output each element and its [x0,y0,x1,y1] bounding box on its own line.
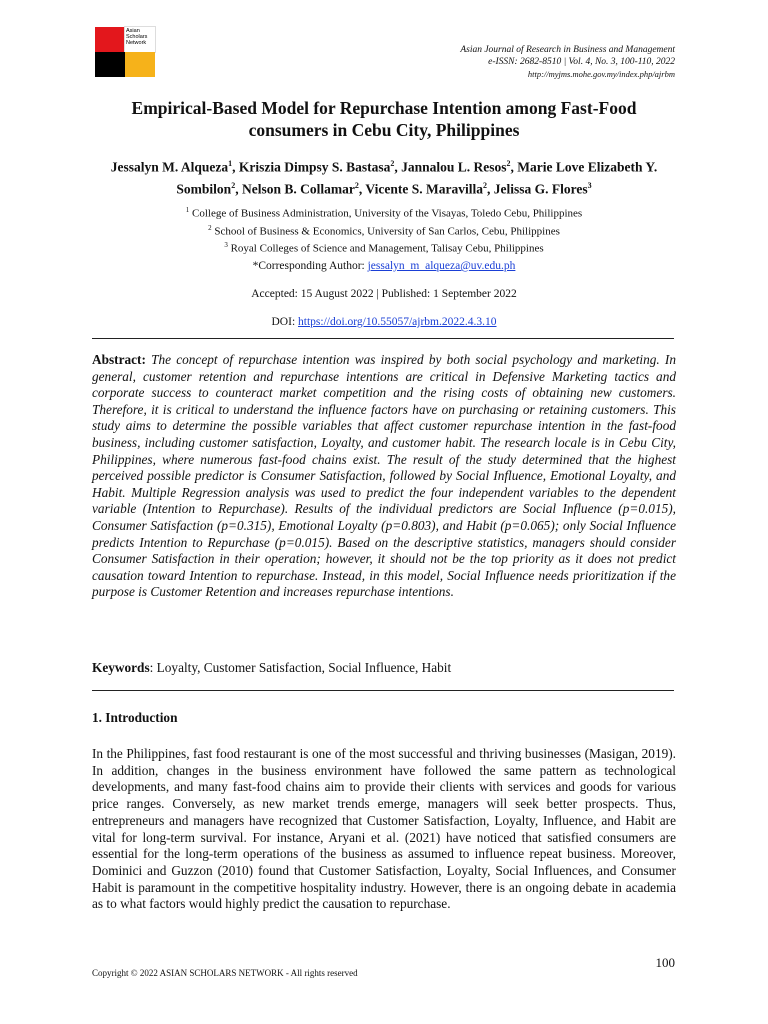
abstract-text: The concept of repurchase intention was inspired by both social psychology and marketing. In general, customer retention and repurchase intentions are critical in Defensive Marketing tactics and corporate success to counteract market competition and the rising costs of obtaining new customers. Therefore, it is critical to understand the influence factors have on purchasing or retaining customers. This study aims to determine the possible variables that affect customer repurchase intention in the fast-food business, including customer satisfaction, Loyalty, and customer habit. The research locale is in Cebu City, Philippines, where numerous fast-food chains exist. The result of the study determined that the highest perceived possible predictor is Consumer Satisfaction, followed by Social Influence, Emotional Loyalty, and Habit. Multiple Regression analysis was used to predict the four independent variables to the dependent variable (Intention to Repurchase). Results of the individual predictors are Social Influence (p=0.015), Consumer Satisfaction (p=0.315), Emotional Loyalty (p=0.803), and Habit (p=0.065); only Social Influence predicts Intention to Repurchase (p=0.015). Based on the descriptive statistics, managers should consider Consumer Satisfaction in their operation; however, it should not be the top priority as it does not predict causation toward Intention to repurchase. Instead, in this model, Social Influence needs prioritization if the purpose is Customer Retention and increases repurchase intentions. [92,352,676,600]
logo-red-square [95,27,125,52]
keywords-label: Keywords [92,660,150,675]
corresponding-email-link[interactable]: jessalyn_m_alqueza@uv.edu.ph [367,260,516,272]
doi-line [92,316,676,328]
logo-black-square [95,52,125,77]
author-list: Jessalyn M. Alqueza$^1$, Kriszia Dimpsy S. Bastasa$^2$, Jannalou L. Resos$^2$, Marie Love Elizabeth Y. Sombilon$^2$, Nelson B. Collamar$^2$, Vicente S. Maravilla$^2$, Jelissa G. Flores$^3$ [110,159,658,196]
author-name: Jelissa G. Flores [493,181,588,196]
author-affiliation-marker: 2 [231,180,236,190]
author-affiliation-marker: 2 [482,180,487,190]
keywords [92,660,676,676]
author-name: Kriszia Dimpsy S. Bastasa [238,159,391,175]
author-name: Vicente S. Maravilla [365,181,483,196]
author-affiliation-marker: 2 [354,180,359,190]
abstract [92,352,676,601]
author-affiliation-marker: 3 [587,180,592,190]
journal-name: Asian Journal of Research in Business and Management [460,45,675,55]
divider-bottom [92,690,674,691]
author-name: Jessalyn M. Alqueza [110,159,229,175]
corresponding-author [92,260,676,272]
author-name: Marie Love Elizabeth Y. Sombilon [176,159,658,196]
affiliation-item [92,238,676,256]
publisher-logo [95,27,155,77]
affiliation-item [92,221,676,239]
affiliation-marker: 3 [224,241,228,250]
keywords-text: : Loyalty, Customer Satisfaction, Social Influence, Habit [149,660,452,675]
affiliation-text: Royal Colleges of Science and Management, Talisay Cebu, Philippines [227,242,544,255]
author-affiliation-marker: 2 [506,159,511,168]
divider-top [92,338,674,339]
section-heading-introduction: 1. Introduction [92,710,178,725]
affiliation-text: College of Business Administration, University of the Visayas, Toledo Cebu, Philippines [189,207,583,220]
affiliation-marker: 2 [208,223,212,232]
page-number: 100 [655,955,675,970]
affiliation-marker: 1 [185,206,190,214]
corresponding-label: *Corresponding Author: [252,260,368,272]
publication-dates: Accepted: 15 August 2022 | Published: 1 September 2022 [251,288,517,300]
author-name: Jannalou L. Resos [401,159,507,175]
paper-title: Empirical-Based Model for Repurchase Intention among Fast-Food consumers in Cebu City, Philippines [131,98,637,140]
doi-link[interactable]: https://doi.org/10.55057/ajrbm.2022.4.3.10 [298,316,497,328]
author-name: Nelson B. Collamar [241,181,355,196]
logo-text: Asian Scholars Network [126,28,148,46]
doi-label: DOI: [271,316,299,328]
logo-yellow-square [125,52,155,77]
journal-header [460,44,675,80]
introduction-paragraph: In the Philippines, fast food restaurant is one of the most successful and thriving businesses (Masigan, 2019). In addition, changes in the business environment have followed the same pattern as technological developments, and many fast-food chains aim to provide their clients with services and goods for various price ranges. Conversely, as new market trends emerge, managers will seek better prospects. Thus, entrepreneurs and managers have recognized that Customer Satisfaction, Loyalty, Influence, and Habit are vital for long-term survival. For instance, Aryani et al. (2021) have noticed that satisfied consumers are essential for the long-term operations of the business as assumed to influence repeat business. Moreover, Dominici and Guzzon (2010) found that Customer Satisfaction, Loyalty, Social Influences, and Consumer Habit is paramount in the competitive hospitality industry. However, there is an ongoing debate in academia as to what factors would highly predict the causation to repurchase. [92,746,676,912]
affiliation-item [92,203,676,221]
author-affiliation-marker: 2 [390,159,395,168]
author-affiliation-marker: 1 [228,159,233,168]
journal-url[interactable]: http://myjms.mohe.gov.my/index.php/ajrbm [527,69,675,79]
copyright-notice: Copyright © 2022 ASIAN SCHOLARS NETWORK - All rights reserved [92,968,358,978]
journal-issn: e-ISSN: 2682-8510 | Vol. 4, No. 3, 100-110, 2022 [488,57,675,67]
affiliation-text: School of Business & Economics, University of San Carlos, Cebu, Philippines [211,225,560,238]
affiliation-list [92,203,676,256]
abstract-label: Abstract: [92,352,146,367]
